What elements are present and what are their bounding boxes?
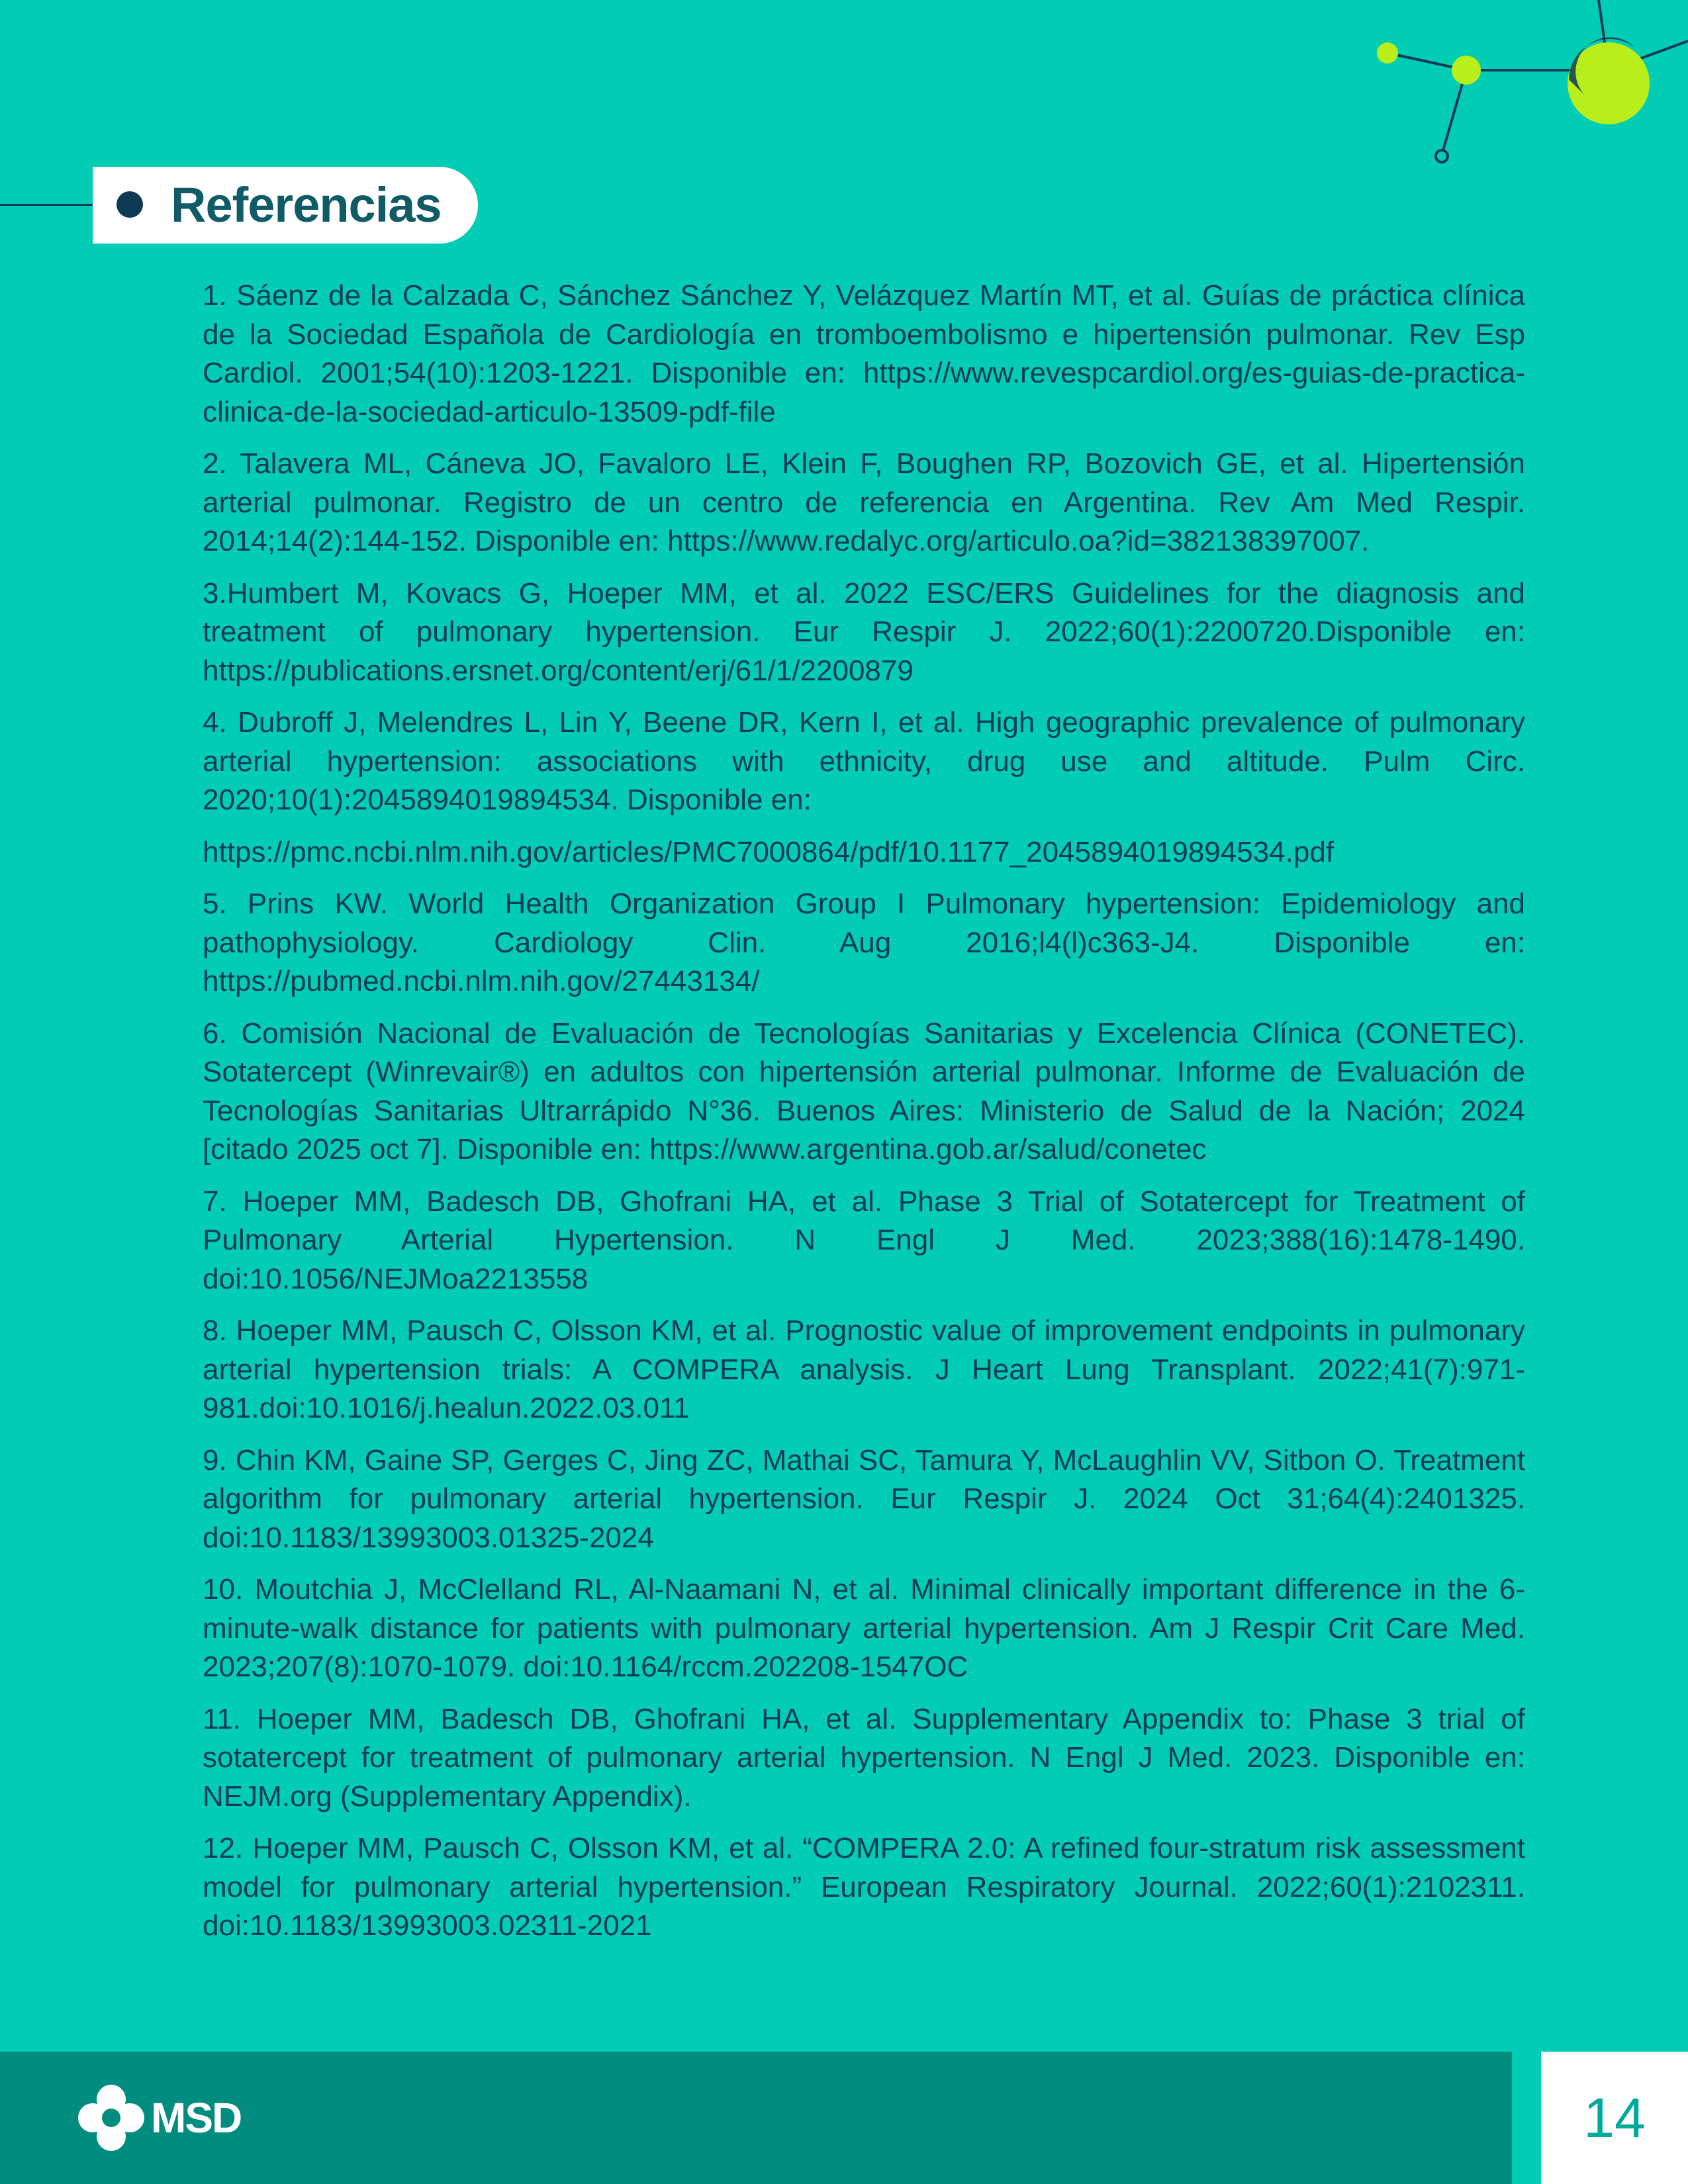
reference-item: 6. Comisión Nacional de Evaluación de Tecnologías Sanitarias y Excelencia Clínica (CONETEC). Sotatercept (Winrevair®) en adultos con hipertensión arterial pulmonar. Informe de Evaluación de Tecnologías Sanitarias Ultrarrápido N°36. Buenos Aires: Ministerio de Salud de la Nación; 2024 [citado 2025 oct 7]. Disponible en: https://www.argentina.gob.ar/salud/conetec <box>203 1017 1525 1165</box>
reference-item: 5. Prins KW. World Health Organization Group I Pulmonary hypertension: Epidemiology and pathophysiology. Cardiology Clin. Aug 2016;l4(l)c363-J4. Disponible en: https://pubmed.ncbi.nlm.nih.gov/27443134/ <box>203 887 1525 997</box>
msd-logo-icon <box>78 2085 144 2151</box>
reference-item: 1. Sáenz de la Calzada C, Sánchez Sánchez Y, Velázquez Martín MT, et al. Guías de práctica clínica de la Sociedad Española de Cardiología en tromboembolismo e hipertensión pulmonar. Rev Esp Cardiol. 2001;54(10):1203-1221. Disponible en: https://www.revespcardiol.org/es-guias-de-practica-clinica-de-la-sociedad-articulo-13509-pdf-file <box>203 279 1525 428</box>
page-title: Referencias <box>171 177 442 232</box>
reference-list <box>203 277 1525 1959</box>
logo-text: MSD <box>151 2094 242 2142</box>
reference-item: 11. Hoeper MM, Badesch DB, Ghofrani HA, et al. Supplementary Appendix to: Phase 3 trial of sotatercept for treatment of pulmonary arterial hypertension. N Engl J Med. 2023. Disponible en: NEJM.org (Supplementary Appendix). <box>203 1702 1525 1813</box>
footer-gap <box>1512 2052 1541 2184</box>
reference-item: 2. Talavera ML, Cáneva JO, Favaloro LE, Klein F, Boughen RP, Bozovich GE, et al. Hipertensión arterial pulmonar. Registro de un centro de referencia en Argentina. Rev Am Med Respir. 2014;14(2):144-152. Disponible en: https://www.redalyc.org/articulo.oa?id=382138397007. <box>203 447 1525 557</box>
reference-link[interactable]: https://pmc.ncbi.nlm.nih.gov/articles/PMC7000864/pdf/10.1177_2045894019894534.pdf <box>203 835 1335 868</box>
reference-item: 7. Hoeper MM, Badesch DB, Ghofrani HA, et al. Phase 3 Trial of Sotatercept for Treatment of Pulmonary Arterial Hypertension. N Engl J Med. 2023;388(16):1478-1490. doi:10.1056/NEJMoa2213558 <box>203 1185 1525 1295</box>
page-number-box <box>1541 2052 1688 2184</box>
page-number: 14 <box>1583 2087 1646 2149</box>
msd-logo <box>78 2085 250 2151</box>
reference-item: 10. Moutchia J, McClelland RL, Al-Naamani N, et al. Minimal clinically important difference in the 6-minute-walk distance for patients with pulmonary arterial hypertension. Am J Respir Crit Care Med. 2023;207(8):1070-1079. doi:10.1164/rccm.202208-1547OC <box>203 1573 1525 1683</box>
reference-item: 9. Chin KM, Gaine SP, Gerges C, Jing ZC, Mathai SC, Tamura Y, McLaughlin VV, Sitbon O. Treatment algorithm for pulmonary arterial hypertension. Eur Respir J. 2024 Oct 31;64(4):2401325. doi:10.1183/13993003.01325-2024 <box>203 1443 1525 1554</box>
reference-item: 4. Dubroff J, Melendres L, Lin Y, Beene DR, Kern I, et al. High geographic prevalence of pulmonary arterial hypertension: associations with ethnicity, drug use and altitude. Pulm Circ. 2020;10(1):2045894019894534. Disponible en: <box>203 706 1525 816</box>
reference-item: 3.Humbert M, Kovacs G, Hoeper MM, et al. 2022 ESC/ERS Guidelines for the diagnosis and treatment of pulmonary hypertension. Eur Respir J. 2022;60(1):2200720.Disponible en: https://publications.ersnet.org/content/erj/61/1/2200879 <box>203 576 1525 687</box>
heading-bullet-icon <box>117 191 143 218</box>
reference-item: 12. Hoeper MM, Pausch C, Olsson KM, et al. “COMPERA 2.0: A refined four-stratum risk assessment model for pulmonary arterial hypertension.” European Respiratory Journal. 2022;60(1):2102311. doi:10.1183/13993003.02311-2021 <box>203 1832 1525 1942</box>
reference-item: 8. Hoeper MM, Pausch C, Olsson KM, et al. Prognostic value of improvement endpoints in pulmonary arterial hypertension trials: A COMPERA analysis. J Heart Lung Transplant. 2022;41(7):971-981.doi:10.1016/j.healun.2022.03.011 <box>203 1314 1525 1424</box>
